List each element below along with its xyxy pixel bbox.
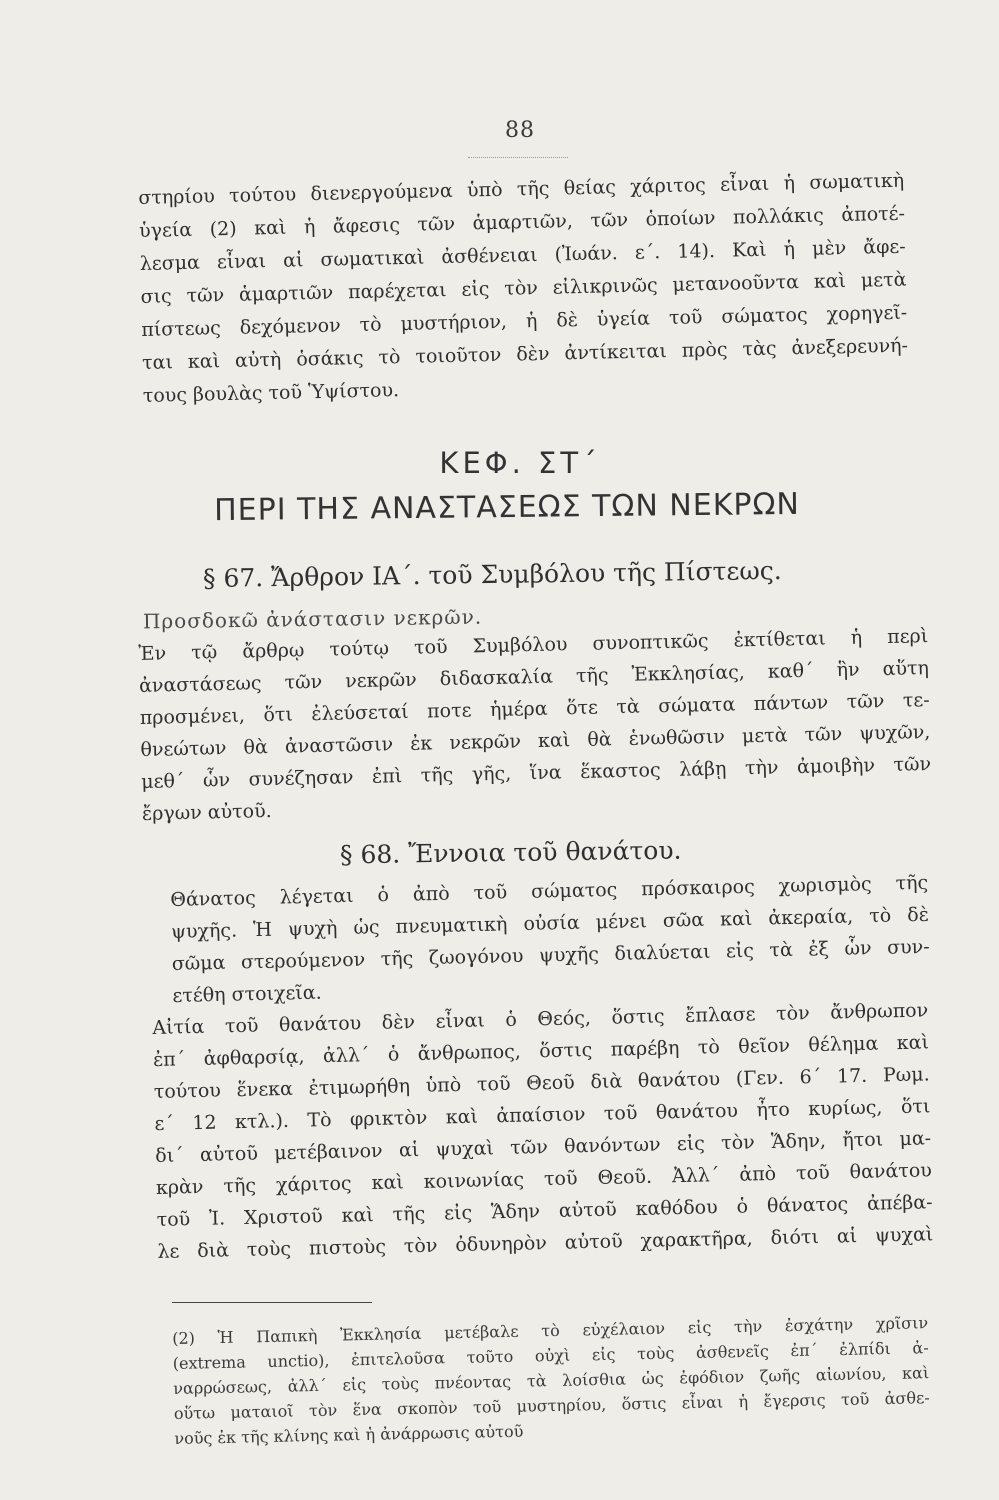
text-line: λε διὰ τοὺς πιστοὺς τὸν ὀδυνηρὸν αὐτοῦ χαρακτῆρα, διότι αἱ ψυχαὶ bbox=[157, 1223, 934, 1263]
text-line: δι΄ αὐτοῦ μετέβαινον αἱ ψυχαὶ τῶν θανόντων εἰς τὸν Ἅδην, ἤτοι μα- bbox=[155, 1127, 932, 1167]
footnote-line: νοῦς ἐκ τῆς κλίνης καὶ ἡ ἀνάρρωσις αὐτοῦ bbox=[174, 1421, 524, 1448]
chapter-label: ΚΕΦ. ΣΤ΄ bbox=[439, 446, 601, 480]
text-line: τους βουλὰς τοῦ Ὑψίστου. bbox=[142, 379, 400, 407]
text-line: σῶμα στερούμενον τῆς ζωογόνου ψυχῆς διαλύεται εἰς τὰ ἐξ ὧν συν- bbox=[171, 935, 930, 975]
text-line: μεθ΄ ὧν συνέζησαν ἐπὶ τῆς γῆς, ἵνα ἕκαστος λάβῃ τὴν ἀμοιβὴν τῶν bbox=[141, 753, 932, 793]
text-line: στηρίου τούτου διενεργούμενα ὑπὸ τῆς θείας χάριτος εἶναι ἡ σωματικὴ bbox=[138, 169, 905, 209]
page-number: 88 bbox=[505, 118, 535, 143]
section-67-paragraph bbox=[138, 620, 932, 830]
text-line: ὑγεία (2) καὶ ἡ ἄφεσις τῶν ἁμαρτιῶν, τῶν ὁποίων πολλάκις ἀποτέ- bbox=[138, 202, 906, 242]
text-line: Θάνατος λέγεται ὁ ἀπὸ τοῦ σώματος πρόσκαιρος χωρισμὸς τῆς bbox=[170, 871, 929, 911]
footnote bbox=[172, 1310, 930, 1451]
footnote-line: (extrema unctio), ἐπιτελοῦσα τοῦτο οὐχὶ εἰς τοὺς ἀσθενεῖς ἐπ΄ ἐλπίδι ἀ- bbox=[172, 1338, 929, 1373]
text-line: λεσμα εἶναι αἱ σωματικαὶ ἀσθένειαι (Ἰωάν. ε΄. 14). Καὶ ἡ μὲν ἄφε- bbox=[139, 235, 906, 275]
footnote-divider bbox=[172, 1302, 372, 1303]
chapter-title: ΠΕΡΙ ΤΗΣ ΑΝΑΣΤΑΣΕΩΣ ΤΩΝ ΝΕΚΡΩΝ bbox=[213, 486, 801, 529]
text-line: ε΄ 12 κτλ.). Τὸ φρικτὸν καὶ ἀπαίσιον τοῦ θανάτου ἦτο κυρίως, ὅτι bbox=[154, 1095, 931, 1135]
text-line: Αἰτία τοῦ θανάτου δὲν εἶναι ὁ Θεός, ὅστις ἔπλασε τὸν ἄνθρωπον bbox=[152, 999, 929, 1039]
text-line: πίστεως δεχόμενον τὸ μυστήριον, ἡ δὲ ὑγεία τοῦ σώματος χορηγεῖ- bbox=[141, 301, 908, 341]
footnote-line: οὕτω ματαιοῖ τὸν ἕνα σκοπὸν τοῦ μυστηρίου, ὅστις εἶναι ἡ ἔγερσις τοῦ ἀσθε- bbox=[173, 1388, 930, 1423]
footnote-line: ναρρώσεως, ἀλλ΄ εἰς τοὺς πνέοντας τὰ λοίσθια ὡς ἐφόδιον ζωῆς αἰωνίου, καὶ bbox=[173, 1363, 930, 1398]
text-line: θνεώτων θὰ ἀναστῶσιν ἐκ νεκρῶν καὶ θὰ ἑνωθῶσιν μετὰ τῶν ψυχῶν, bbox=[140, 721, 931, 761]
page-number-rule bbox=[468, 157, 568, 158]
text-line: προσμένει, ὅτι ἐλεύσεταί ποτε ἡμέρα ὅτε τὰ σώματα πάντων τῶν τε- bbox=[139, 689, 930, 729]
text-line: ἐπ΄ ἀφθαρσίᾳ, ἀλλ΄ ὁ ἄνθρωπος, ὅστις παρέβη τὸ θεῖον θέλημα καὶ bbox=[152, 1031, 930, 1071]
text-line: ετέθη στοιχεῖα. bbox=[172, 981, 322, 1007]
text-line: κρὰν τῆς χάριτος καὶ κοινωνίας τοῦ Θεοῦ. Ἀλλ΄ ἀπὸ τοῦ θανάτου bbox=[155, 1159, 933, 1199]
text-line: τοῦ Ἰ. Χριστοῦ καὶ τῆς εἰς Ἅδην αὐτοῦ καθόδου ὁ θάνατος ἀπέβα- bbox=[156, 1191, 933, 1231]
text-line: ται καὶ αὐτὴ ὁσάκις τὸ τοιοῦτον δὲν ἀντίκειται πρὸς τὰς ἀνεξερευνή- bbox=[141, 334, 909, 374]
section-67-subtitle: Προσδοκῶ ἀνάστασιν νεκρῶν. bbox=[142, 604, 483, 634]
section-68-paragraph-1 bbox=[170, 867, 931, 1012]
footnote-line: (2) Ἡ Παπικὴ Ἐκκλησία μετέβαλε τὸ εὐχέλαιον εἰς τὴν ἐσχάτην χρῖσιν bbox=[172, 1313, 929, 1348]
intro-paragraph bbox=[138, 165, 909, 413]
text-line: τούτου ἕνεκα ἐτιμωρήθη ὑπὸ τοῦ Θεοῦ διὰ θανάτου (Γεν. 6΄ 17. Ρωμ. bbox=[153, 1063, 930, 1103]
section-67-heading: § 67. Ἄρθρον ΙΑ΄. τοῦ Συμβόλου τῆς Πίστεως. bbox=[202, 555, 782, 594]
text-line: Ἐν τῷ ἄρθρῳ τούτῳ τοῦ Συμβόλου συνοπτικῶς ἐκτίθεται ἡ περὶ bbox=[138, 625, 929, 665]
text-line: ἀναστάσεως τῶν νεκρῶν διδασκαλία τῆς Ἐκκλησίας, καθ΄ ἣν αὕτη bbox=[138, 657, 930, 697]
text-line: σις τῶν ἁμαρτιῶν παρέχεται εἰς τὸν εἰλικρινῶς μετανοοῦντα καὶ μετὰ bbox=[140, 268, 907, 308]
text-line: ἔργων αὐτοῦ. bbox=[141, 800, 272, 825]
text-line: ψυχῆς. Ἡ ψυχὴ ὡς πνευματικὴ οὐσία μένει σῶα καὶ ἀκεραία, τὸ δὲ bbox=[170, 903, 930, 943]
section-68-paragraph-2 bbox=[152, 994, 934, 1268]
section-68-heading: § 68. Ἔννοια τοῦ θανάτου. bbox=[339, 835, 682, 870]
